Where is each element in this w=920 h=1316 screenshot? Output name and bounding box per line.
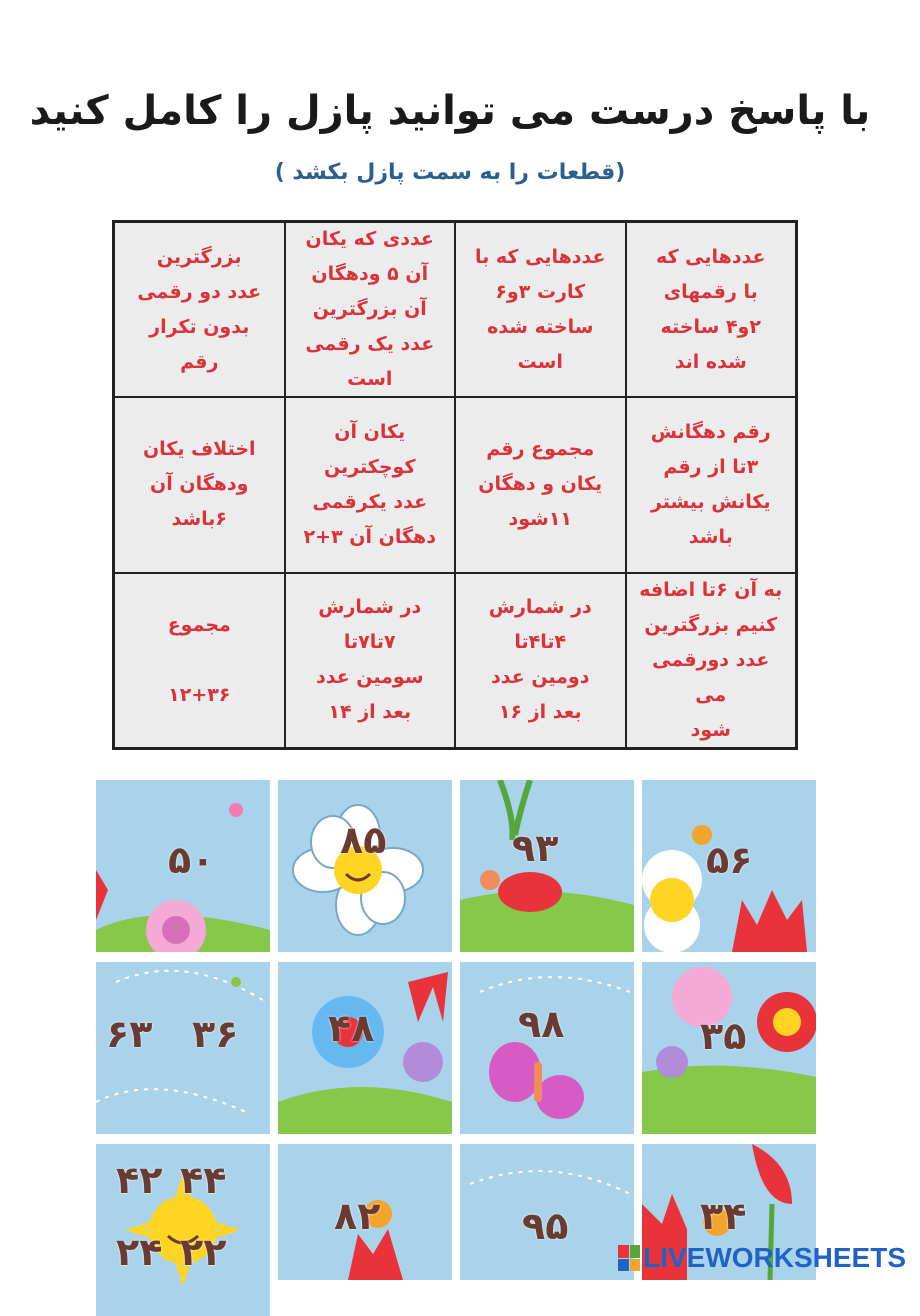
- butterfly-illustration: [460, 962, 634, 1134]
- piece-number: ۶۳: [106, 1012, 153, 1056]
- drop-cell[interactable]: [626, 397, 797, 572]
- liveworksheets-logo: [618, 1242, 906, 1274]
- question-text: در شمارش ۴تا۴تا دومین عدد بعد از ۱۶: [488, 596, 592, 724]
- worksheet-title: با پاسخ درست می توانید پازل را کامل کنید: [29, 88, 871, 134]
- piece-number: ۸۵: [340, 818, 387, 862]
- piece-number: ۲۴: [116, 1230, 163, 1274]
- puzzle-pieces-area: [96, 780, 816, 1280]
- drop-cell[interactable]: [114, 222, 285, 397]
- question-text: مجموع ۱۲+۳۶: [167, 613, 231, 706]
- puzzle-piece[interactable]: [460, 780, 634, 952]
- question-text: بزرگترین عدد دو رقمی بدون تکرار رقم: [137, 245, 262, 373]
- puzzle-piece[interactable]: [278, 780, 452, 952]
- piece-number: ۴۲: [116, 1158, 163, 1202]
- drop-cell[interactable]: [626, 222, 797, 397]
- piece-number: ۳۴: [700, 1194, 747, 1238]
- question-text: عددهایی که با کارت ۳و۶ ساخته شده است: [475, 245, 606, 373]
- question-text: یکان آن کوچکترین عدد یکرقمی دهگان آن ۳+۲: [303, 420, 436, 548]
- piece-number: ۹۸: [518, 1002, 565, 1046]
- logo-text: LIVEWORKSHEETS: [643, 1242, 906, 1273]
- drop-cell[interactable]: [626, 573, 797, 748]
- piece-number: ۹۵: [522, 1204, 569, 1248]
- puzzle-piece[interactable]: [278, 962, 452, 1134]
- puzzle-piece[interactable]: [96, 962, 270, 1134]
- drop-cell[interactable]: [285, 222, 456, 397]
- question-text: مجموع رقم یکان و دهگان ۱۱شود: [478, 438, 603, 531]
- drop-cell[interactable]: [455, 573, 626, 748]
- drop-cell[interactable]: [114, 573, 285, 748]
- puzzle-piece[interactable]: [460, 962, 634, 1134]
- piece-number: ۸۲: [334, 1194, 381, 1238]
- piece-number: ۵۶: [706, 838, 753, 882]
- puzzle-piece[interactable]: [642, 962, 816, 1134]
- drop-cell[interactable]: [285, 397, 456, 572]
- piece-number: ۴۸: [328, 1006, 375, 1050]
- piece-number: ۳۵: [700, 1014, 747, 1058]
- drop-cell[interactable]: [455, 397, 626, 572]
- piece-number: ۲۲: [180, 1230, 227, 1274]
- question-text: عددی که یکان آن ۵ ودهگان آن بزرگترین عدد یک رقمی است: [305, 228, 435, 391]
- piece-number: ۵۰: [168, 838, 215, 882]
- drop-cell[interactable]: [455, 222, 626, 397]
- worksheet-subtitle: (قطعات را به سمت پازل بکشد ): [274, 160, 626, 185]
- puzzle-board: [112, 220, 798, 750]
- question-text: عددهایی که با رقمهای ۲و۴ ساخته شده اند: [655, 245, 766, 373]
- puzzle-piece[interactable]: [96, 780, 270, 952]
- question-text: به آن ۶تا اضافه کنیم بزرگترین عدد دورقمی می شود: [639, 578, 783, 741]
- puzzle-piece[interactable]: [278, 1144, 452, 1280]
- question-text: اختلاف یکان ودهگان آن ۶باشد: [142, 438, 256, 531]
- question-text: در شمارش ۷تا۷تا سومین عدد بعد از ۱۴: [315, 596, 424, 724]
- question-text: رقم دهگانش ۳تا از رقم یکانش بیشتر باشد: [650, 420, 771, 548]
- piece-number: ۳۶: [192, 1012, 239, 1056]
- daisy-illustration: [278, 780, 452, 952]
- drop-cell[interactable]: [114, 397, 285, 572]
- liveworksheets-badge-icon: [618, 1245, 640, 1271]
- puzzle-piece[interactable]: [460, 1144, 634, 1280]
- piece-number: ۹۳: [512, 826, 559, 870]
- drop-cell[interactable]: [285, 573, 456, 748]
- puzzle-piece[interactable]: [96, 1144, 270, 1316]
- puzzle-piece[interactable]: [642, 780, 816, 952]
- piece-number: ۴۴: [180, 1158, 227, 1202]
